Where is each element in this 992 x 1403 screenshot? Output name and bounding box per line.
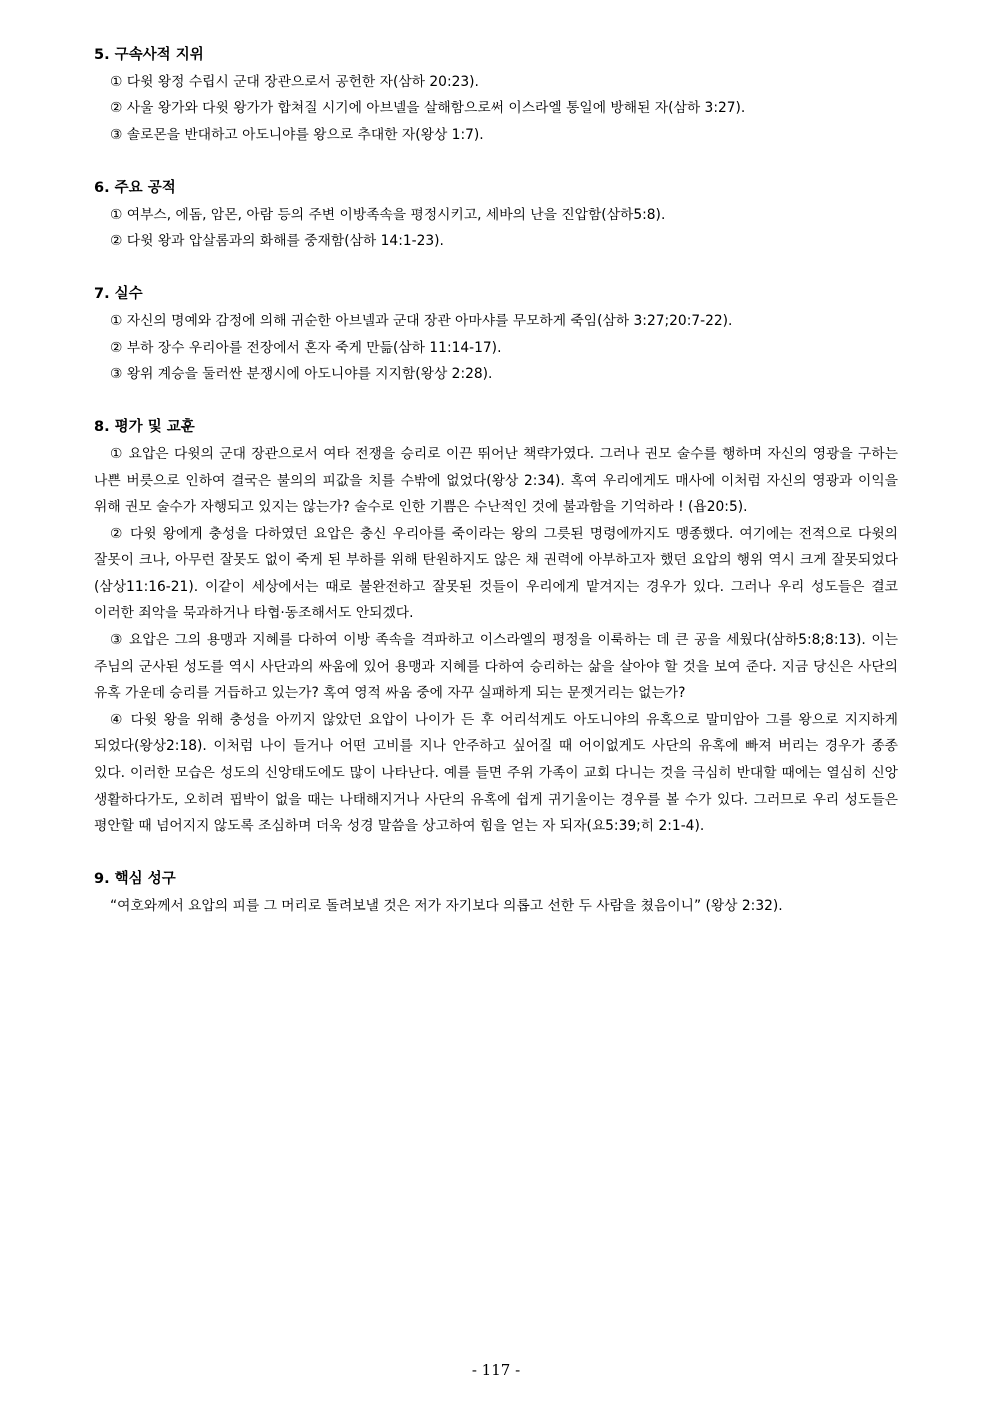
section-heading: 7. 실수 bbox=[94, 286, 143, 303]
paragraph: ② 다윗 왕에게 충성을 다하였던 요압은 충신 우리아를 죽이라는 왕의 그릇된 명령에까지도 맹종했다. 여기에는 전적으로 다윗의 잘못이 크나, 아무런 잘못도 없이 죽게 된 부하를 위해 탄원하지도 않은 채 권력에 아부하고자 했던 요압의 행위 역시 크게 잘못되었다(삼상11:16-21). 이같이 세상에서는 때로 불완전하고 잘못된 것들이 우리에게 맡겨지는 경우가 있다. 그러나 우리 성도들은 결코 이러한 죄악을 묵과하거나 타협·동조해서도 안되겠다. bbox=[94, 525, 898, 622]
section-heading: 5. 구속사적 지위 bbox=[94, 47, 204, 63]
key-verse-paragraph: “여호와께서 요압의 피를 그 머리로 돌려보낼 것은 저가 자기보다 의롭고 선한 두 사람을 쳤음이니” (왕상 2:32). bbox=[110, 898, 783, 914]
section-redemptive-status bbox=[94, 42, 898, 148]
paragraph: ① 다윗 왕정 수립시 군대 장관으로서 공헌한 자(삼하 20:23). bbox=[110, 73, 479, 90]
section-heading: 6. 주요 공적 bbox=[94, 179, 176, 196]
paragraph: ① 자신의 명예와 감정에 의해 귀순한 아브넬과 군대 장관 아마샤를 무모하게 죽임(삼하 3:27;20:7-22). bbox=[110, 312, 733, 329]
paragraph: ② 사울 왕가와 다윗 왕가가 합쳐질 시기에 아브넬을 살해함으로써 이스라엘 통일에 방해된 자(삼하 3:27). bbox=[110, 100, 746, 117]
section-heading: 8. 평가 및 교훈 bbox=[94, 419, 195, 436]
section-heading: 9. 핵심 성구 bbox=[94, 871, 176, 888]
page-number: - 117 - bbox=[471, 1361, 521, 1379]
section-evaluation-lessons bbox=[94, 414, 898, 840]
paragraph: ③ 솔로몬을 반대하고 아도니야를 왕으로 추대한 자(왕상 1:7). bbox=[110, 126, 484, 143]
paragraph: ① 여부스, 에돔, 암몬, 아람 등의 주변 이방족속을 평정시키고, 세바의 난을 진압함(삼하5:8). bbox=[110, 206, 666, 223]
section-main-achievements bbox=[94, 175, 898, 255]
section-mistakes bbox=[94, 281, 898, 387]
document-page bbox=[94, 42, 898, 946]
paragraph: ① 요압은 다윗의 군대 장관으로서 여타 전쟁을 승리로 이끈 뛰어난 책략가였다. 그러나 권모 술수를 행하며 자신의 영광을 구하는 나쁜 버릇으로 인하여 결국은 불의의 피값을 치를 수밖에 없었다(왕상 2:34). 혹여 우리에게도 매사에 이처럼 자신의 영광과 이익을 위해 권모 술수가 자행되고 있지는 않는가? 술수로 인한 기쁨은 수난적인 것에 불과함을 기억하라 ! (욥20:5). bbox=[94, 445, 898, 516]
paragraph: ③ 요압은 그의 용맹과 지혜를 다하여 이방 족속을 격파하고 이스라엘의 평정을 이룩하는 데 큰 공을 세웠다(삼하5:8;8:13). 이는 주님의 군사된 성도를 역시 사단과의 싸움에 있어 용맹과 지혜를 다하여 승리하는 삶을 살아야 할 것을 보여 준다. 지금 당신은 사단의 유혹 가운데 승리를 거듭하고 있는가? 혹여 영적 싸움 중에 자꾸 실패하게 되는 문젯거리는 없는가? bbox=[94, 632, 898, 702]
paragraph: ② 부하 장수 우리아를 전장에서 혼자 죽게 만듦(삼하 11:14-17). bbox=[110, 339, 502, 356]
paragraph: ② 다윗 왕과 압살롬과의 화해를 중재함(삼하 14:1-23). bbox=[110, 233, 444, 250]
paragraph: ③ 왕위 계승을 둘러싼 분쟁시에 아도니야를 지지함(왕상 2:28). bbox=[110, 366, 493, 383]
section-key-verse bbox=[94, 866, 898, 919]
paragraph: ④ 다윗 왕을 위해 충성을 아끼지 않았던 요압이 나이가 든 후 어리석게도 아도니야의 유혹으로 말미암아 그를 왕으로 지지하게 되었다(왕상2:18). 이처럼 나이 들거나 어떤 고비를 지나 안주하고 싶어질 때 어이없게도 사단의 유혹에 빠져 버리는 경우가 종종 있다. 이러한 모습은 성도의 신앙태도에도 많이 나타난다. 예를 들면 주위 가족이 교회 다니는 것을 극심히 반대할 때에는 열심히 신앙 생활하다가도, 오히려 핍박이 없을 때는 나태해지거나 사단의 유혹에 쉽게 귀기울이는 경우를 볼 수가 있다. 그러므로 우리 성도들은 평안할 때 넘어지지 않도록 조심하며 더욱 성경 말씀을 상고하여 힘을 얻는 자 되자(요5:39;히 2:1-4). bbox=[94, 711, 898, 835]
